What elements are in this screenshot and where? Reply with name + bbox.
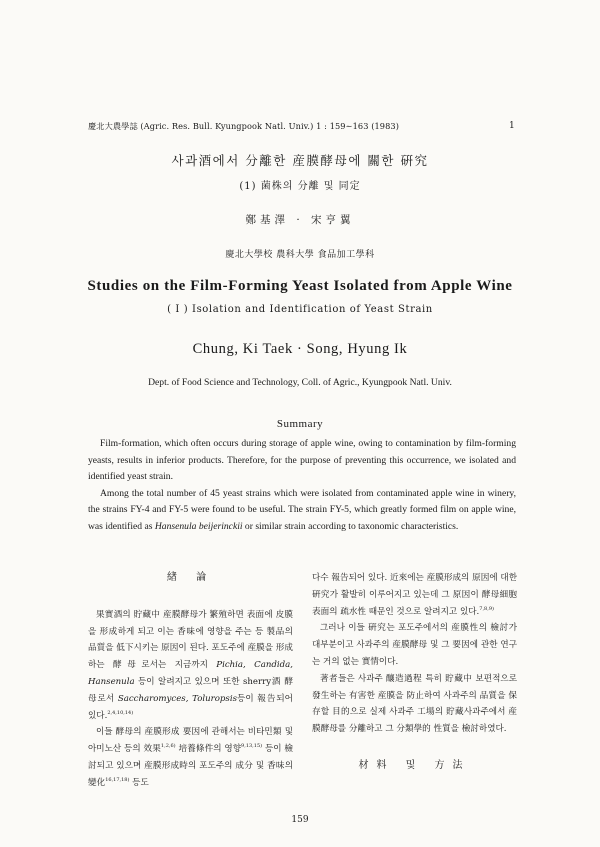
journal-citation: 慶北大農學誌 (Agric. Res. Bull. Kyungpook Natl. Univ.) 1 : 159∼163 (1983) <box>88 121 400 131</box>
intro-p1-text-b: 등이 알려지고 있으며 또한 sherry酒 酵母로서 <box>88 676 293 704</box>
subtitle-english: ( I ) Isolation and Identification of Yeast Strain <box>167 304 433 315</box>
intro-p1-text-c: 등이 報告되어 있다. <box>88 693 293 721</box>
intro-p2-text-c: 등이 檢討되고 있으며 産膜形成時의 포도주의 成分 및 香味의 變化 <box>88 744 293 788</box>
intro-paragraph-4: 그러나 이들 硏究는 포도주에서의 産膜性의 檢討가 대부분이고 사과주의 産膜酵母 및 그 要因에 관한 연구는 거의 없는 實情이다. <box>312 623 517 667</box>
intro-p2-text-b: 培養條件의 영향 <box>175 744 242 755</box>
intro-paragraph-2 <box>88 724 293 791</box>
summary-paragraph-2 <box>88 486 516 536</box>
summary-p2-text-b: or similar strain according to taxonomic characteristics. <box>242 520 459 532</box>
authors-english: Chung, Ki Taek · Song, Hyung Ik <box>192 341 408 357</box>
intro-p1-text-a: 果實酒의 貯藏中 産膜酵母가 繁殖하면 表面에 皮膜을 形成하게 되고 이는 香味에 영향을 주는 등 製品의 品質을 低下시키는 原因이 된다. 포도주에 産膜을 形成하는 酵母로서는 지금까지 <box>88 609 293 671</box>
affiliation-korean: 慶北大學校 農科大學 食品加工學科 <box>225 250 375 260</box>
citation-ref: 1,2,6) <box>160 743 176 750</box>
authors-korean: 鄭基澤 · 宋亨翼 <box>245 214 355 226</box>
introduction-heading: 緖 論 <box>166 572 215 583</box>
intro-p3-text: 다수 報告되어 있다. 近來에는 産膜形成의 原因에 대한 硏究가 활발히 이루어지고 있는데 그 原因이 酵母細胞表面의 疏水性 때문인 것으로 알려지고 있다. <box>312 573 517 617</box>
title-english: Studies on the Film-Forming Yeast Isolated from Apple Wine <box>87 278 513 294</box>
methods-heading: 材料 및 方法 <box>358 759 471 771</box>
citation-ref: 16,17,18) <box>105 776 130 783</box>
page-number-bottom: 159 <box>291 815 309 825</box>
subtitle-korean: (1) 菌株의 分離 및 同定 <box>239 181 361 192</box>
species-name: Hansenula beijerinckii <box>154 520 243 532</box>
summary-section <box>88 436 516 536</box>
page-number-top: 1 <box>509 121 515 131</box>
summary-heading: Summary <box>276 418 324 430</box>
intro-p2-text-a: 이들 酵母의 産膜形成 要因에 관해서는 비타민類 및 아미노산 등의 效果 <box>88 727 293 755</box>
species-list-2: Saccharomyces, Toluropsis <box>117 693 238 704</box>
species-list-1: Pichia, Candida, Hansenula <box>88 660 293 687</box>
citation-ref: 2,4,10,14) <box>107 709 134 716</box>
summary-paragraph-1: Film-formation, which often occurs during storage of apple wine, owing to contamination by film-forming yeasts, results in inferior products. Therefore, for the purpose of preventing this occurrence, we isolated and identified yeast strain. <box>88 438 516 483</box>
intro-p2-text-d: 등도 <box>129 777 149 788</box>
citation-ref: 7,8,9) <box>479 605 494 612</box>
left-column <box>88 570 293 792</box>
intro-paragraph-5: 著者들은 사과주 釀造過程 특히 貯藏中 보편적으로 發生하는 有害한 産膜을 防止하여 사과주의 品質을 保存할 目的으로 실제 사과주 工場의 貯藏사과주에서 産膜酵母를 分離하고 그 分類學的 性質을 檢討하였다. <box>312 673 517 735</box>
title-korean: 사과酒에서 分離한 産膜酵母에 關한 硏究 <box>171 153 429 168</box>
affiliation-english: Dept. of Food Science and Technology, Coll. of Agric., Kyungpook Natl. Univ. <box>148 377 452 388</box>
citation-ref: 9,13,15) <box>241 743 263 750</box>
summary-p2-text-a: Among the total number of 45 yeast strains which were isolated from contaminated apple wine in winery, the strains FY-4 and FY-5 were found to be useful. The strain FY-5, which greatly formed film on apple wine, was identified as <box>88 487 516 532</box>
intro-paragraph-3 <box>312 570 517 620</box>
intro-paragraph-1 <box>88 607 293 725</box>
right-column <box>312 570 517 795</box>
